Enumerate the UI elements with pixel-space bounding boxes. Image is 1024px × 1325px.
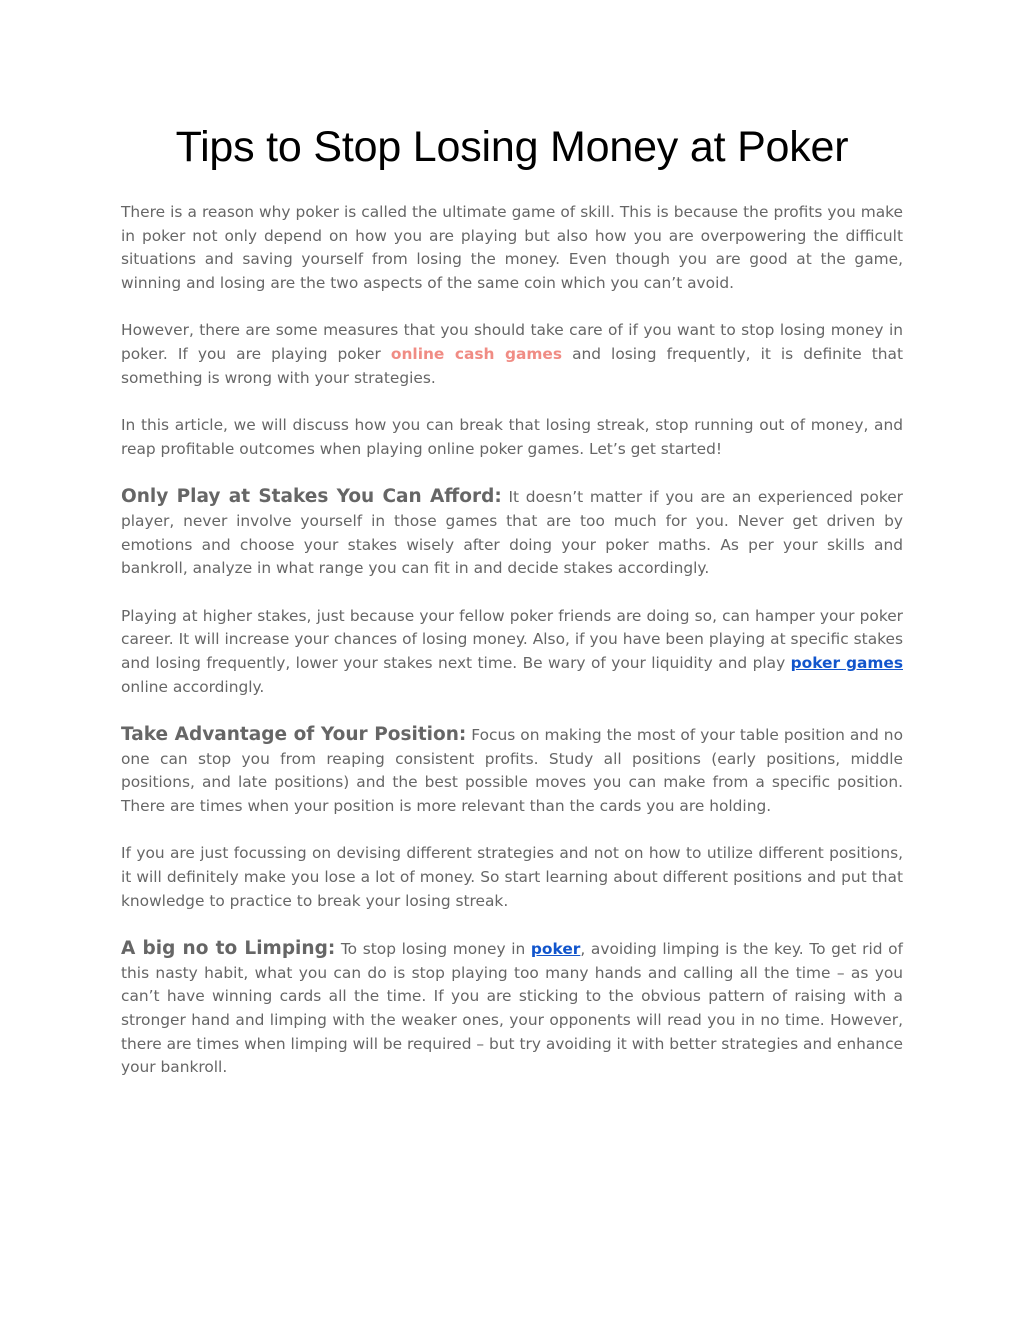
position-heading: Take Advantage of Your Position:	[121, 724, 467, 746]
position-text: Focus on making the most of your table position and no one can stop you from reaping consistent profits. Study all positions (early positions, middle positions, and late positions) and the best possible moves you can make from a specific position. There are times when your position is more relevant than the cards you are holding.	[121, 726, 903, 815]
measures-text-after: and losing frequently, it is definite that something is wrong with your strategies.	[121, 344, 903, 387]
article-intro-text: In this article, we will discuss how you can break that losing streak, stop running out of money, and reap profitable outcomes when playing online poker games. Let’s get started!	[121, 416, 903, 458]
limping-heading: A big no to Limping:	[121, 938, 336, 960]
stakes-text: It doesn’t matter if you are an experienced poker player, never involve yourself in those games that are too much for you. Never get driven by emotions and choose your stakes wisely after doing your poker maths. As per your skills and bankroll, analyze in what range you can fit in and decide stakes accordingly.	[121, 488, 903, 578]
measures-text-before: However, there are some measures that you should take care of if you want to stop losing money in poker. If you are playing poker	[121, 321, 903, 363]
limping-text-before: To stop losing money in	[335, 940, 531, 959]
article-intro-paragraph	[121, 414, 903, 461]
intro-paragraph	[121, 201, 903, 295]
poker-link[interactable]: poker	[530, 940, 581, 959]
poker-games-link[interactable]: poker games	[790, 653, 903, 672]
stakes-heading: Only Play at Stakes You Can Afford:	[121, 486, 502, 508]
higher-stakes-paragraph	[121, 605, 903, 699]
higher-stakes-text-before: Playing at higher stakes, just because your fellow poker friends are doing so, can hamper your poker career. It will increase your chances of losing money. Also, if you have been playing at specific stakes and losing frequently, lower your stakes next time. Be wary of your liquidity and play	[121, 606, 903, 672]
limping-section	[121, 937, 903, 1080]
positions-paragraph	[121, 842, 903, 913]
document-body	[121, 201, 903, 1080]
measures-paragraph	[121, 319, 903, 390]
position-section	[121, 723, 903, 818]
limping-text-after: , avoiding limping is the key. To get rid of this nasty habit, what you can do is stop playing too many hands and calling all the time – as you can’t have winning cards all the time. If you are sticking to the obvious pattern of raising with a stronger hand and limping with the weaker ones, your opponents will read you in no time. However, there are times when limping will be required – but try avoiding it with better strategies and enhance your bankroll.	[121, 940, 903, 1077]
document-page	[121, 0, 903, 1104]
online-cash-games-link[interactable]: online cash games	[390, 344, 563, 363]
stakes-section	[121, 485, 903, 580]
intro-text: There is a reason why poker is called the ultimate game of skill. This is because the profits you make in poker not only depend on how you are playing but also how you are overpowering the difficult situations and saving yourself from losing the money. Even though you are good at the game, winning and losing are the two aspects of the same coin which you can’t avoid.	[121, 203, 903, 292]
document-title: Tips to Stop Losing Money at Poker	[175, 123, 849, 171]
higher-stakes-text-after: online accordingly.	[121, 677, 265, 696]
positions-text: If you are just focussing on devising different strategies and not on how to utilize different positions, it will definitely make you lose a lot of money. So start learning about different positions and put that knowledge to practice to break your losing streak.	[121, 844, 903, 910]
